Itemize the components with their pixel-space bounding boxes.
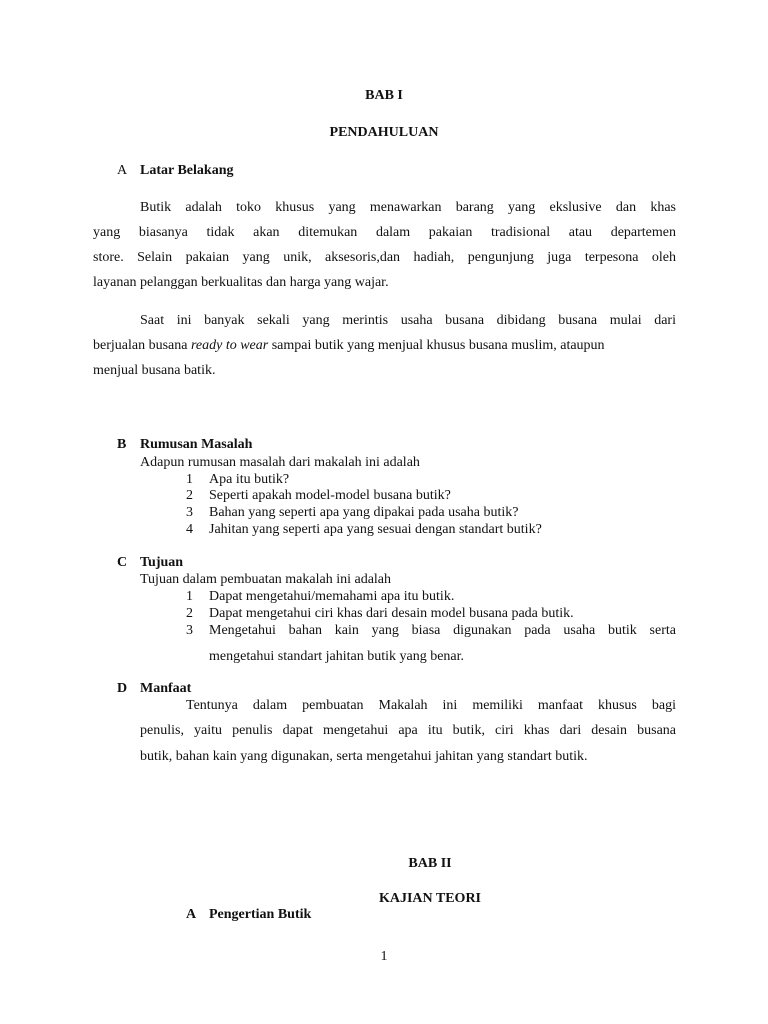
section-letter: C (117, 555, 128, 570)
list-item: Mengetahui bahan kain yang biasa digunakan pada usaha butik serta (209, 623, 676, 638)
section-intro: Adapun rumusan masalah dari makalah ini adalah (140, 455, 420, 470)
chapter-title: KAJIAN TEORI (378, 891, 482, 906)
paragraph-line: Tentunya dalam pembuatan Makalah ini memiliki manfaat khusus bagi (186, 698, 676, 713)
section-heading: Latar Belakang (140, 163, 234, 178)
section-intro: Tujuan dalam pembuatan makalah ini adalah (140, 572, 392, 587)
list-item: Dapat mengetahui/memahami apa itu butik. (209, 589, 455, 604)
section-letter: A (117, 163, 128, 178)
section-heading: Pengertian Butik (209, 907, 312, 922)
paragraph-line: butik, bahan kain yang digunakan, serta mengetahui jahitan yang standart butik. (140, 749, 588, 764)
paragraph-line: Saat ini banyak sekali yang merintis usaha busana dibidang busana mulai dari (140, 313, 676, 328)
list-item: Bahan yang seperti apa yang dipakai pada usaha butik? (209, 505, 519, 520)
chapter-heading: BAB II (408, 856, 452, 871)
chapter-heading: BAB I (365, 88, 403, 103)
paragraph-line: Butik adalah toko khusus yang menawarkan barang yang ekslusive dan khas (140, 200, 676, 215)
paragraph-line: store. Selain pakaian yang unik, aksesoris,dan hadiah, pengunjung juga terpesona oleh (93, 250, 676, 265)
list-number: 2 (186, 606, 193, 621)
list-item: Apa itu butik? (209, 472, 290, 487)
paragraph-line: menjual busana batik. (93, 363, 216, 378)
list-item: Dapat mengetahui ciri khas dari desain model busana pada butik. (209, 606, 574, 621)
section-letter: B (117, 437, 127, 452)
list-number: 2 (186, 488, 193, 503)
text-segment: berjualan busana (93, 338, 191, 353)
italic-term: ready to wear (190, 338, 269, 353)
list-number: 3 (186, 505, 193, 520)
list-item-continuation: mengetahui standart jahitan butik yang benar. (209, 649, 465, 664)
paragraph-line-italic (93, 338, 676, 354)
list-number: 3 (186, 623, 193, 638)
section-letter: A (186, 907, 197, 922)
list-number: 1 (186, 589, 193, 604)
section-letter: D (117, 681, 128, 696)
paragraph-line: layanan pelanggan berkualitas dan harga yang wajar. (93, 275, 389, 290)
list-number: 1 (186, 472, 193, 487)
section-heading: Manfaat (140, 681, 192, 696)
page-number: 1 (380, 949, 388, 964)
paragraph-line: yang biasanya tidak akan ditemukan dalam pakaian tradisional atau departemen (93, 225, 676, 240)
list-number: 4 (186, 522, 193, 537)
paragraph-line: penulis, yaitu penulis dapat mengetahui apa itu butik, ciri khas dari desain busana (140, 723, 676, 738)
text-segment: sampai butik yang menjual khusus busana muslim, ataupun (268, 338, 605, 353)
section-heading: Tujuan (140, 555, 184, 570)
chapter-title: PENDAHULUAN (329, 125, 439, 140)
section-heading: Rumusan Masalah (140, 437, 253, 452)
list-item: Jahitan yang seperti apa yang sesuai dengan standart butik? (209, 522, 542, 537)
list-item: Seperti apakah model-model busana butik? (209, 488, 451, 503)
